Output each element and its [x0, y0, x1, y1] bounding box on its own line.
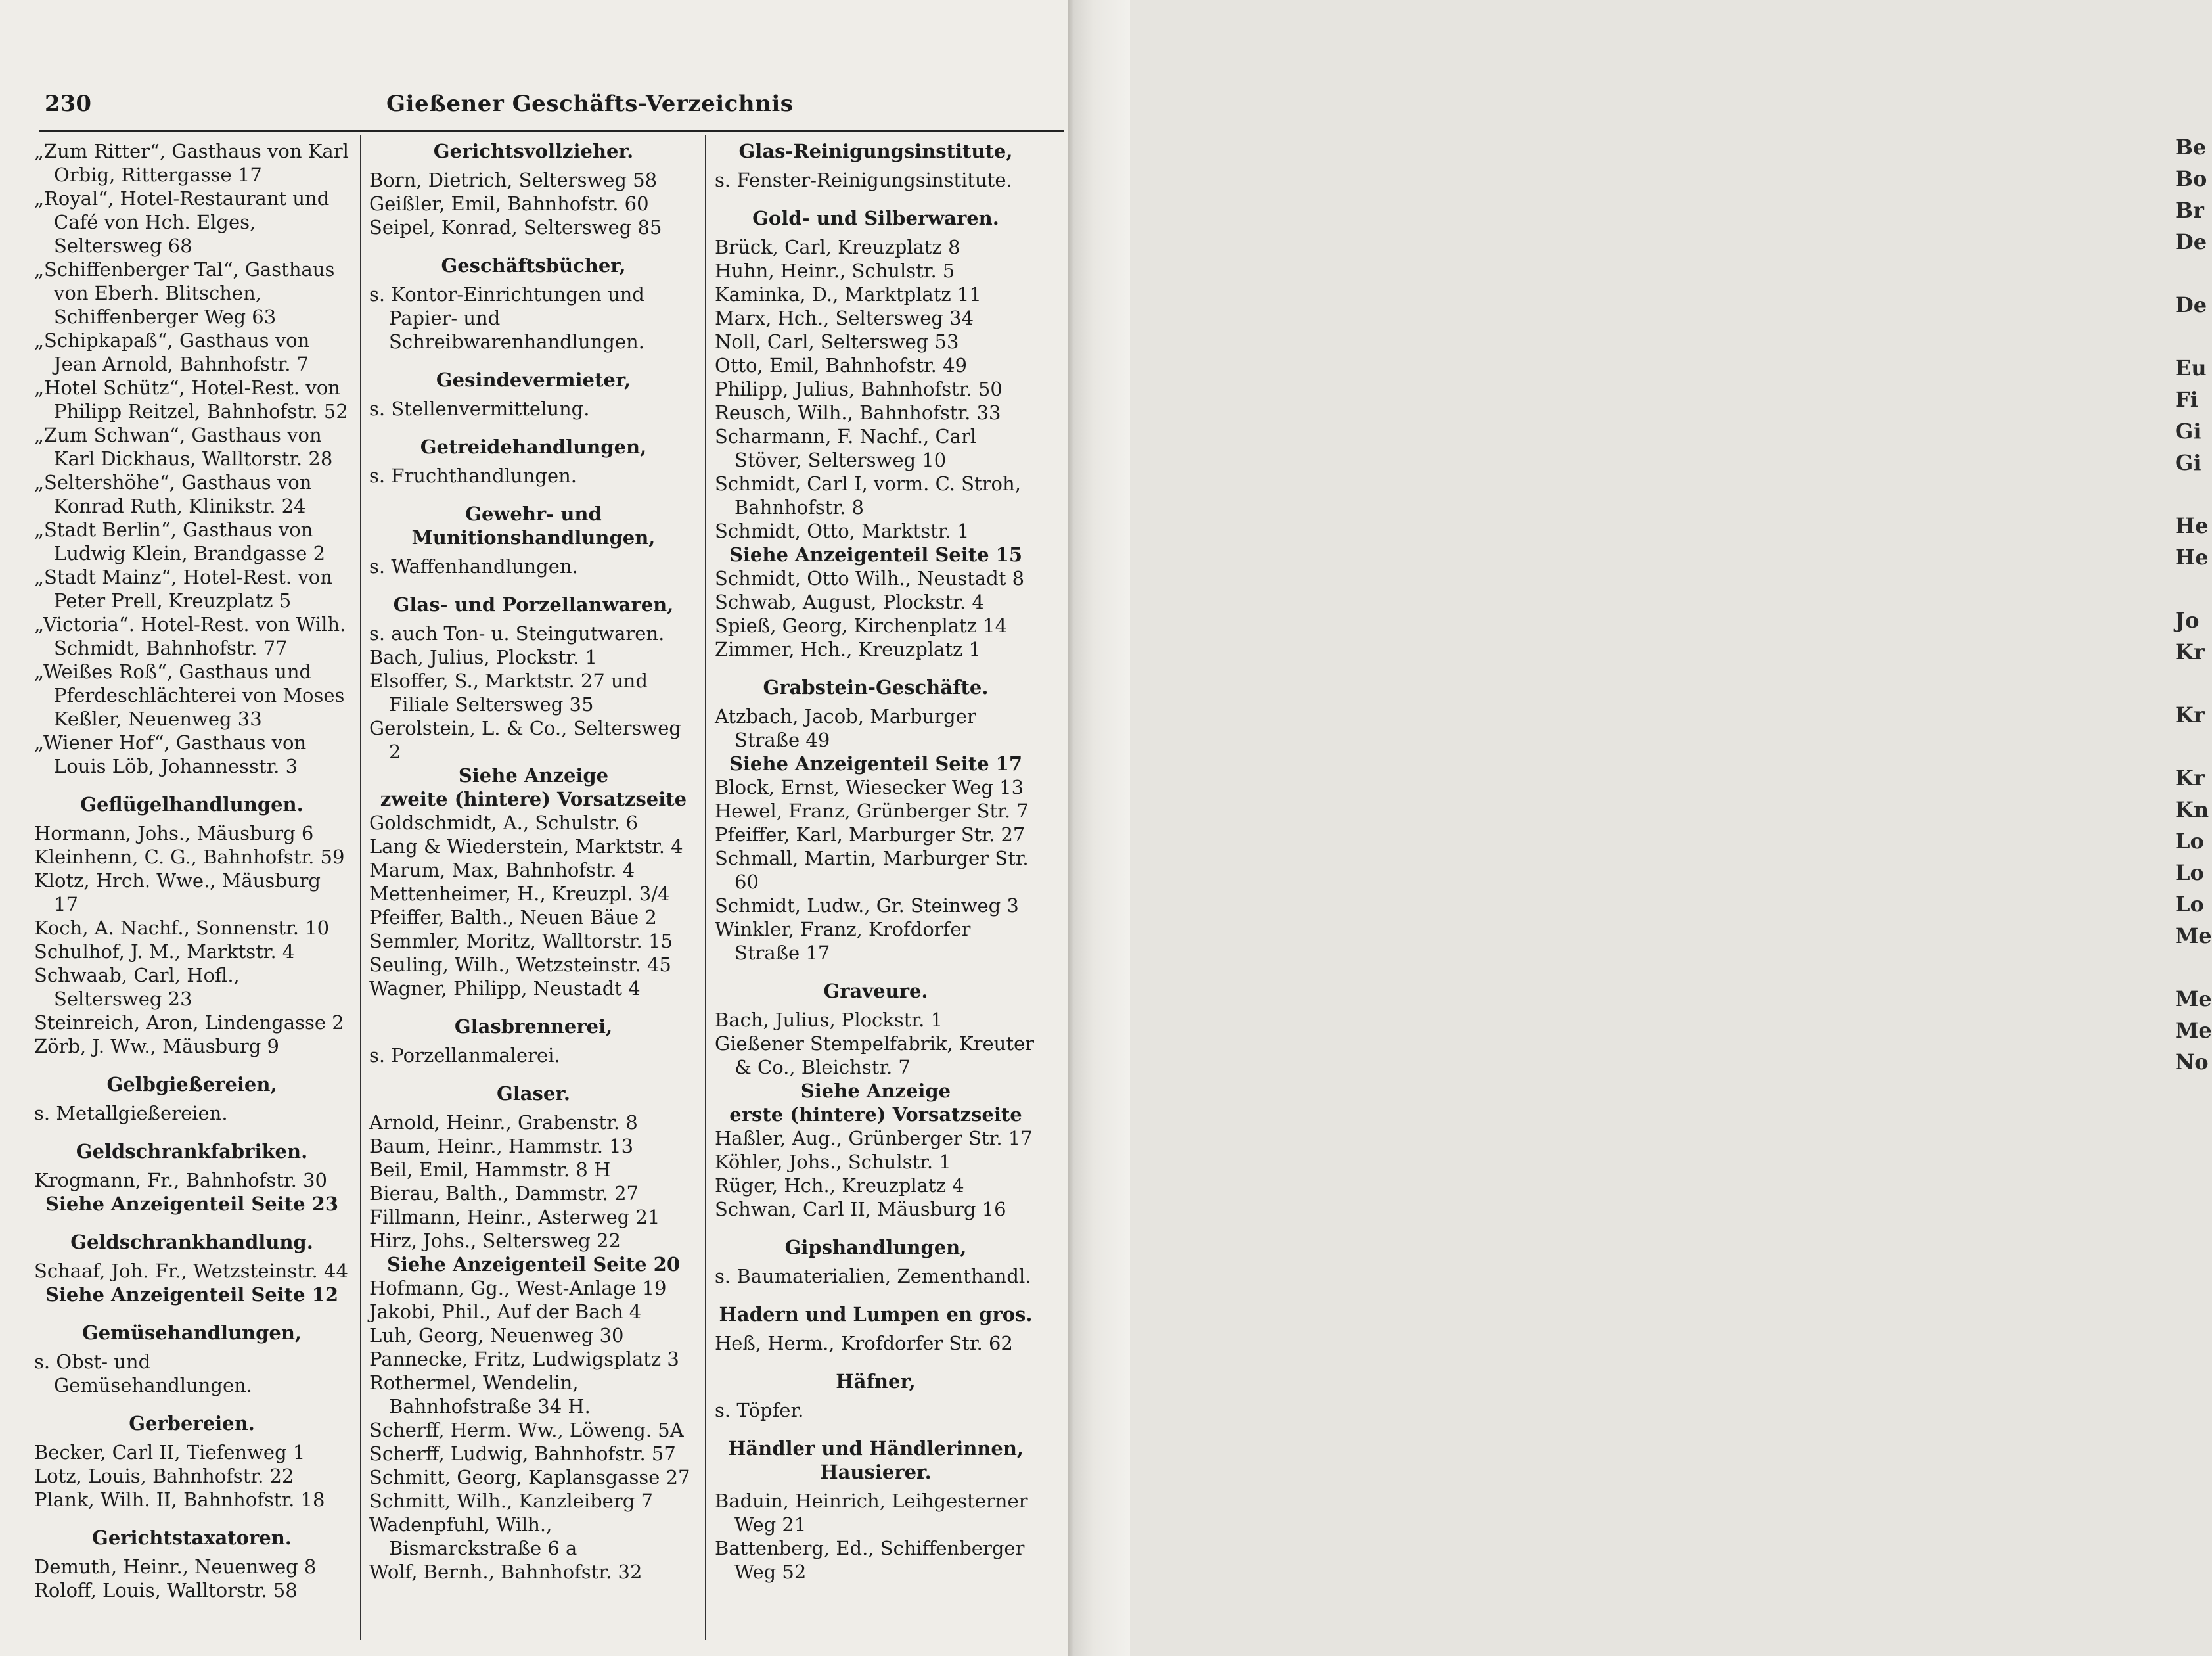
section-heading: Glaser.	[496, 1082, 571, 1105]
edge-letter: Me	[2175, 986, 2212, 1011]
directory-entry: Pannecke, Fritz, Ludwigsplatz 3	[369, 1348, 679, 1370]
directory-entry: Steinreich, Aron, Lindengasse 2	[34, 1011, 344, 1034]
section-heading: Getreidehandlungen,	[420, 436, 647, 458]
advertisement-notice: Siehe Anzeigenteil Seite 12	[45, 1283, 339, 1306]
directory-entry: Kaminka, D., Marktplatz 11	[715, 283, 982, 306]
directory-entry: Wadenpfuhl, Wilh., Bismarckstraße 6 a	[369, 1513, 577, 1559]
directory-entry: Becker, Carl II, Tiefenweg 1	[34, 1441, 305, 1463]
directory-entry: Goldschmidt, A., Schulstr. 6	[369, 812, 639, 834]
directory-entry: „Zum Ritter“, Gasthaus von Karl Orbig, Rittergasse 17	[34, 140, 349, 186]
directory-entry: Winkler, Franz, Krofdorfer Straße 17	[715, 918, 971, 964]
directory-entry: Fillmann, Heinr., Asterweg 21	[369, 1206, 660, 1228]
advertisement-notice: Siehe Anzeigenteil Seite 15	[729, 543, 1023, 566]
header-rule	[39, 130, 1064, 132]
edge-letter: Eu	[2175, 356, 2207, 380]
advertisement-notice: Siehe Anzeigenteil Seite 20	[386, 1253, 681, 1276]
directory-entry: „Zum Schwan“, Gasthaus von Karl Dickhaus, Walltorstr. 28	[34, 424, 333, 470]
directory-entry: Schmitt, Wilh., Kanzleiberg 7	[369, 1490, 653, 1512]
directory-entry: Beil, Emil, Hammstr. 8 H	[369, 1159, 611, 1181]
edge-letter: Lo	[2175, 860, 2204, 885]
directory-entry: Luh, Georg, Neuenweg 30	[369, 1324, 624, 1346]
directory-entry: s. Stellenvermittelung.	[369, 398, 590, 420]
edge-letter: Lo	[2175, 892, 2204, 917]
directory-entry: Köhler, Johs., Schulstr. 1	[715, 1151, 951, 1173]
directory-entry: Mettenheimer, H., Kreuzpl. 3/4	[369, 883, 670, 905]
directory-entry: Schmidt, Otto, Marktstr. 1	[715, 520, 970, 542]
section-heading: Graveure.	[823, 980, 928, 1002]
edge-letter	[2175, 731, 2198, 762]
edge-letter	[2175, 478, 2198, 510]
section-heading: Glasbrennerei,	[454, 1015, 613, 1038]
directory-entry: Semmler, Moritz, Walltorstr. 15	[369, 930, 673, 952]
directory-entry: Elsoffer, S., Marktstr. 27 und Filiale Seltersweg 35	[369, 670, 648, 716]
directory-entry: Schmitt, Georg, Kaplansgasse 27	[369, 1466, 690, 1488]
directory-entry: s. Fenster-Reinigungsinstitute.	[715, 169, 1012, 191]
directory-entry: Marx, Hch., Seltersweg 34	[715, 307, 974, 329]
directory-entry: Schmidt, Carl I, vorm. C. Stroh, Bahnhofstr. 8	[715, 472, 1021, 518]
directory-entry: Kleinhenn, C. G., Bahnhofstr. 59	[34, 846, 345, 868]
edge-letter	[2175, 573, 2198, 605]
directory-entry: Seuling, Wilh., Wetzsteinstr. 45	[369, 954, 671, 976]
directory-entry: Rüger, Hch., Kreuzplatz 4	[715, 1174, 964, 1197]
directory-entry: Battenberg, Ed., Schiffenberger Weg 52	[715, 1537, 1025, 1583]
directory-entry: Philipp, Julius, Bahnhofstr. 50	[715, 378, 1003, 400]
edge-letter	[2175, 668, 2198, 699]
directory-entry: „Stadt Berlin“, Gasthaus von Ludwig Klein, Brandgasse 2	[34, 518, 326, 564]
edge-letter: Me	[2175, 923, 2212, 948]
directory-entry: Born, Dietrich, Seltersweg 58	[369, 169, 658, 191]
directory-entry: Scherff, Ludwig, Bahnhofstr. 57	[369, 1442, 676, 1465]
directory-entry: Hirz, Johs., Seltersweg 22	[369, 1230, 621, 1252]
directory-entry: Atzbach, Jacob, Marburger Straße 49	[715, 705, 976, 751]
directory-entry: Roloff, Louis, Walltorstr. 58	[34, 1579, 298, 1601]
directory-entry: „Stadt Mainz“, Hotel-Rest. von Peter Prell, Kreuzplatz 5	[34, 566, 332, 612]
directory-entry: Hewel, Franz, Grünberger Str. 7	[715, 800, 1029, 822]
directory-page	[0, 0, 1068, 1656]
edge-letter: De	[2175, 292, 2207, 317]
edge-letter: He	[2175, 545, 2209, 570]
column-1	[34, 139, 350, 1602]
directory-entry: s. Metallgießereien.	[34, 1102, 228, 1124]
directory-entry: Rothermel, Wendelin, Bahnhofstraße 34 H.	[369, 1371, 591, 1417]
directory-entry: „Schiffenberger Tal“, Gasthaus von Eberh. Blitschen, Schiffenberger Weg 63	[34, 258, 335, 328]
directory-entry: Pfeiffer, Karl, Marburger Str. 27	[715, 823, 1026, 846]
directory-entry: Schmall, Martin, Marburger Str. 60	[715, 847, 1029, 893]
directory-entry: Block, Ernst, Wiesecker Weg 13	[715, 776, 1024, 798]
advertisement-notice: Siehe Anzeigenteil Seite 23	[45, 1193, 339, 1215]
directory-entry: „Wiener Hof“, Gasthaus von Louis Löb, Johannesstr. 3	[34, 731, 307, 777]
directory-entry: „Royal“, Hotel-Restaurant und Café von Hch. Elges, Seltersweg 68	[34, 187, 330, 257]
section-heading: Gold- und Silberwaren.	[752, 207, 999, 229]
directory-entry: s. Kontor-Einrichtungen und Papier- und Schreibwarenhandlungen.	[369, 283, 644, 353]
directory-entry: Hormann, Johs., Mäusburg 6	[34, 822, 314, 844]
directory-entry: Plank, Wilh. II, Bahnhofstr. 18	[34, 1488, 325, 1511]
column-2	[369, 139, 698, 1584]
edge-letter: Lo	[2175, 829, 2204, 854]
directory-entry: Jakobi, Phil., Auf der Bach 4	[369, 1300, 642, 1323]
column-divider-2	[705, 135, 706, 1640]
directory-entry: Schwab, August, Plockstr. 4	[715, 591, 984, 613]
directory-entry: Haßler, Aug., Grünberger Str. 17	[715, 1127, 1033, 1149]
directory-entry: s. auch Ton- u. Steingutwaren.	[369, 622, 665, 645]
page-number: 230	[45, 91, 91, 117]
running-title: Gießener Geschäfts-Verzeichnis	[386, 91, 794, 117]
directory-entry: Huhn, Heinr., Schulstr. 5	[715, 260, 955, 282]
directory-entry: Heß, Herm., Krofdorfer Str. 62	[715, 1332, 1013, 1354]
directory-entry: Schwan, Carl II, Mäusburg 16	[715, 1198, 1006, 1220]
section-heading: Glas- und Porzellanwaren,	[393, 593, 674, 616]
advertisement-notice: erste (hintere) Vorsatzseite	[729, 1103, 1022, 1126]
directory-entry: Noll, Carl, Seltersweg 53	[715, 331, 959, 353]
directory-entry: Otto, Emil, Bahnhofstr. 49	[715, 354, 968, 377]
directory-entry: Gerolstein, L. & Co., Seltersweg 2	[369, 717, 681, 763]
directory-entry: Spieß, Georg, Kirchenplatz 14	[715, 614, 1008, 637]
directory-entry: Schmidt, Ludw., Gr. Steinweg 3	[715, 894, 1019, 917]
section-heading: Geldschrankfabriken.	[76, 1140, 308, 1162]
section-heading: Gerbereien.	[129, 1412, 255, 1435]
section-heading: Glas-Reinigungsinstitute,	[738, 140, 1013, 162]
directory-entry: Demuth, Heinr., Neuenweg 8	[34, 1555, 317, 1578]
edge-letter: Gi	[2175, 450, 2201, 475]
directory-entry: „Hotel Schütz“, Hotel-Rest. von Philipp Reitzel, Bahnhofstr. 52	[34, 377, 348, 423]
directory-entry: s. Töpfer.	[715, 1399, 804, 1421]
directory-entry: Baum, Heinr., Hammstr. 13	[369, 1135, 634, 1157]
directory-entry: Schwaab, Carl, Hofl., Seltersweg 23	[34, 964, 240, 1010]
directory-entry: Bierau, Balth., Dammstr. 27	[369, 1182, 639, 1205]
section-heading: Gerichtsvollzieher.	[433, 140, 634, 162]
section-heading: Gemüsehandlungen,	[81, 1322, 302, 1344]
directory-entry: Bach, Julius, Plockstr. 1	[369, 646, 597, 668]
directory-entry: „Weißes Roß“, Gasthaus und Pferdeschlächterei von Moses Keßler, Neuenweg 33	[34, 660, 345, 730]
directory-entry: s. Baumaterialien, Zementhandl.	[715, 1265, 1031, 1287]
edge-letter: Gi	[2175, 419, 2201, 444]
directory-entry: Zimmer, Hch., Kreuzplatz 1	[715, 638, 981, 660]
edge-letter: De	[2175, 229, 2207, 254]
directory-entry: Reusch, Wilh., Bahnhofstr. 33	[715, 402, 1001, 424]
section-heading: Geldschrankhandlung.	[70, 1231, 313, 1253]
directory-entry: Scherff, Herm. Ww., Löweng. 5A	[369, 1419, 684, 1441]
section-heading: Geflügelhandlungen.	[80, 793, 304, 816]
directory-entry: Hofmann, Gg., West-Anlage 19	[369, 1277, 667, 1299]
directory-entry: „Victoria“. Hotel-Rest. von Wilh. Schmidt, Bahnhofstr. 77	[34, 613, 346, 659]
directory-entry: Pfeiffer, Balth., Neuen Bäue 2	[369, 906, 657, 929]
edge-letter: Kr	[2175, 766, 2205, 791]
directory-entry: Lang & Wiederstein, Marktstr. 4	[369, 835, 683, 858]
edge-letter: Br	[2175, 198, 2204, 223]
edge-letter	[2175, 952, 2198, 983]
page-header	[45, 85, 1063, 122]
directory-entry: Krogmann, Fr., Bahnhofstr. 30	[34, 1169, 327, 1191]
edge-letter	[2175, 321, 2198, 352]
edge-letter: Fi	[2175, 387, 2198, 412]
section-heading: Geschäftsbücher,	[441, 254, 626, 277]
directory-entry: „Schipkapaß“, Gasthaus von Jean Arnold, Bahnhofstr. 7	[34, 329, 310, 375]
edge-letter: He	[2175, 513, 2209, 538]
next-page-edge	[1068, 0, 2212, 1656]
section-heading: Grabstein-Geschäfte.	[763, 676, 989, 699]
edge-letter	[2175, 258, 2198, 289]
advertisement-notice: Siehe Anzeige	[458, 764, 609, 787]
directory-entry: s. Waffenhandlungen.	[369, 555, 578, 578]
section-heading: Gelbgießereien,	[106, 1073, 277, 1095]
edge-letter: Me	[2175, 1018, 2212, 1043]
advertisement-notice: Siehe Anzeigenteil Seite 17	[729, 752, 1023, 775]
directory-entry: Klotz, Hrch. Wwe., Mäusburg 17	[34, 869, 321, 915]
edge-letter: Kr	[2175, 639, 2205, 664]
directory-entry: Marum, Max, Bahnhofstr. 4	[369, 859, 635, 881]
section-heading: Häfner,	[836, 1370, 916, 1392]
directory-entry: s. Porzellanmalerei.	[369, 1044, 560, 1067]
directory-entry: s. Fruchthandlungen.	[369, 465, 577, 487]
edge-letter: Kn	[2175, 797, 2209, 822]
advertisement-notice: zweite (hintere) Vorsatzseite	[380, 788, 687, 810]
edge-letter: Kr	[2175, 702, 2205, 727]
directory-entry: Arnold, Heinr., Grabenstr. 8	[369, 1111, 638, 1134]
section-heading: Hadern und Lumpen en gros.	[719, 1303, 1033, 1325]
section-heading: Händler und Händlerinnen, Hausierer.	[727, 1437, 1024, 1483]
advertisement-notice: Siehe Anzeige	[800, 1080, 951, 1102]
column-3	[715, 139, 1037, 1584]
directory-entry: Baduin, Heinrich, Leihgesterner Weg 21	[715, 1490, 1028, 1536]
directory-entry: Lotz, Louis, Bahnhofstr. 22	[34, 1465, 294, 1487]
directory-entry: Wolf, Bernh., Bahnhofstr. 32	[369, 1561, 643, 1583]
directory-entry: Wagner, Philipp, Neustadt 4	[369, 977, 641, 1000]
directory-entry: Koch, A. Nachf., Sonnenstr. 10	[34, 917, 330, 939]
directory-entry: s. Obst- und Gemüsehandlungen.	[34, 1350, 253, 1396]
section-heading: Gipshandlungen,	[784, 1236, 967, 1258]
directory-entry: Schmidt, Otto Wilh., Neustadt 8	[715, 567, 1025, 589]
directory-entry: Schulhof, J. M., Marktstr. 4	[34, 940, 295, 963]
section-heading: Gesindevermieter,	[436, 369, 631, 391]
edge-letter: Bo	[2175, 166, 2207, 191]
directory-entry: Schaaf, Joh. Fr., Wetzsteinstr. 44	[34, 1260, 348, 1282]
section-heading: Gewehr- und Munitionshandlungen,	[411, 503, 656, 549]
edge-letter: Be	[2175, 135, 2207, 160]
edge-letter: No	[2175, 1049, 2209, 1074]
directory-entry: Bach, Julius, Plockstr. 1	[715, 1009, 943, 1031]
directory-entry: Geißler, Emil, Bahnhofstr. 60	[369, 193, 649, 215]
directory-entry: Zörb, J. Ww., Mäusburg 9	[34, 1035, 280, 1057]
directory-entry: Gießener Stempelfabrik, Kreuter & Co., Bleichstr. 7	[715, 1032, 1035, 1078]
section-heading: Gerichtstaxatoren.	[92, 1527, 292, 1549]
column-divider-1	[360, 135, 361, 1640]
directory-entry: Scharmann, F. Nachf., Carl Stöver, Seltersweg 10	[715, 425, 977, 471]
directory-entry: Brück, Carl, Kreuzplatz 8	[715, 236, 960, 258]
directory-entry: Seipel, Konrad, Seltersweg 85	[369, 216, 662, 239]
directory-entry: „Seltershöhe“, Gasthaus von Konrad Ruth, Klinikstr. 24	[34, 471, 312, 517]
next-page-edge-letters	[2175, 131, 2212, 1078]
edge-letter: Jo	[2175, 608, 2200, 633]
